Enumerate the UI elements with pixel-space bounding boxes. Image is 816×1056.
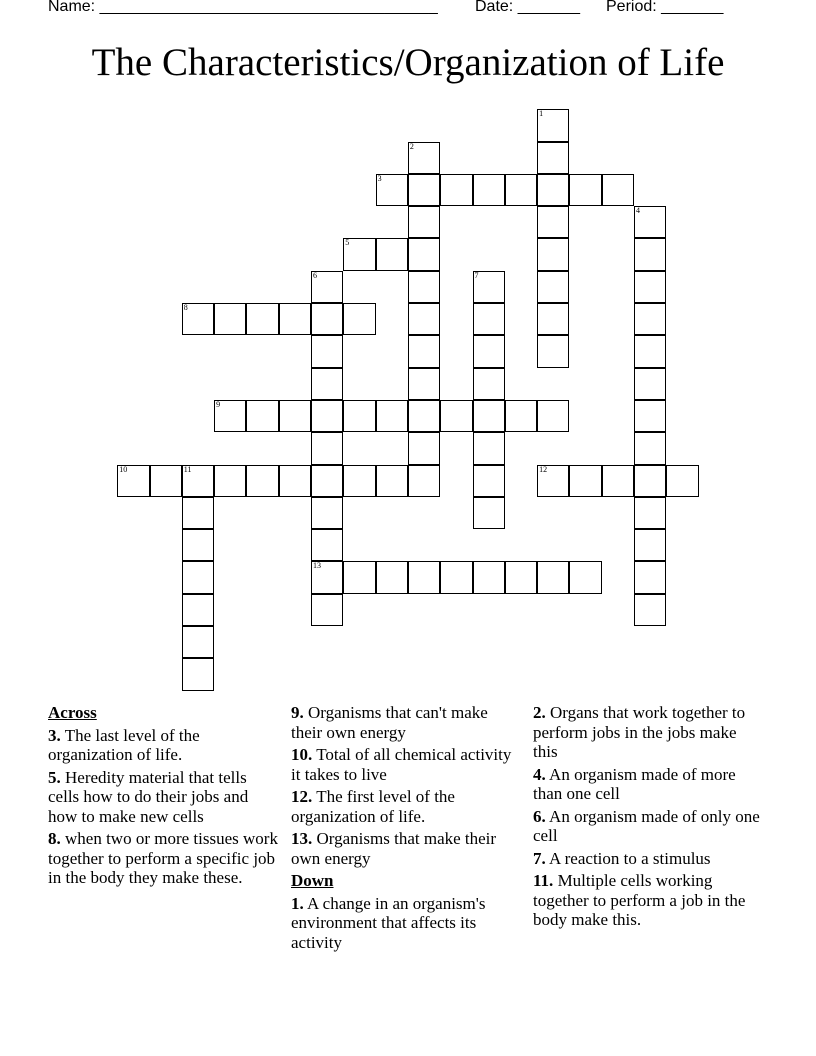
name-field-label: Name: ______________________________________ [48, 0, 438, 15]
crossword-cell[interactable] [343, 303, 375, 335]
across-heading: Across [48, 703, 97, 722]
crossword-cell[interactable] [634, 335, 666, 367]
crossword-cell[interactable] [376, 465, 408, 497]
down-heading: Down [291, 871, 334, 890]
crossword-cell[interactable] [634, 529, 666, 561]
crossword-cell[interactable] [569, 174, 601, 206]
crossword-cell[interactable] [311, 497, 343, 529]
crossword-cell[interactable] [634, 368, 666, 400]
crossword-cell[interactable] [473, 432, 505, 464]
clue-item [533, 849, 765, 869]
crossword-cell[interactable] [117, 465, 149, 497]
crossword-cell[interactable] [634, 271, 666, 303]
crossword-cell[interactable] [634, 561, 666, 593]
crossword-cell[interactable] [311, 432, 343, 464]
crossword-cell[interactable] [343, 465, 375, 497]
clue-number-label: 2 [409, 141, 414, 151]
crossword-cell[interactable] [408, 465, 440, 497]
crossword-cell[interactable] [473, 174, 505, 206]
crossword-cell[interactable] [473, 271, 505, 303]
crossword-cell[interactable] [602, 465, 634, 497]
date-field-label: Date: _______ [475, 0, 580, 15]
clue-number: 6. [533, 806, 546, 826]
crossword-cell[interactable] [537, 400, 569, 432]
clue-text: Organisms that can't make their own energy [291, 703, 488, 742]
clue-item [291, 829, 523, 868]
clue-text: when two or more tissues work together to perform a specific job in the body they make these. [48, 829, 278, 887]
clue-number: 5. [48, 767, 61, 787]
clue-number: 12. [291, 787, 313, 806]
crossword-cell[interactable] [214, 465, 246, 497]
crossword-cell[interactable] [343, 561, 375, 593]
crossword-cell[interactable] [343, 400, 375, 432]
clue-item [533, 765, 765, 804]
crossword-cell[interactable] [182, 465, 214, 497]
clue-number: 2. [533, 703, 546, 722]
crossword-cell[interactable] [408, 142, 440, 174]
crossword-cell[interactable] [473, 400, 505, 432]
crossword-cell[interactable] [279, 465, 311, 497]
crossword-cell[interactable] [246, 303, 278, 335]
crossword-cell[interactable] [311, 594, 343, 626]
clue-number: 7. [533, 848, 546, 868]
crossword-cell[interactable] [537, 303, 569, 335]
crossword-cell[interactable] [634, 238, 666, 270]
clue-number: 9. [291, 703, 304, 722]
clue-item [48, 829, 280, 888]
clue-text: A change in an organism's environment that affects its activity [291, 893, 486, 952]
crossword-cell[interactable] [408, 400, 440, 432]
crossword-cell[interactable] [634, 432, 666, 464]
crossword-cell[interactable] [537, 206, 569, 238]
clue-item [291, 703, 523, 742]
crossword-cell[interactable] [473, 561, 505, 593]
crossword-cell[interactable] [376, 400, 408, 432]
clue-text: Heredity material that tells cells how to do their jobs and how to make new cells [48, 767, 249, 826]
clue-number: 8. [48, 829, 61, 848]
clue-number-label: 7 [474, 270, 479, 280]
crossword-cell[interactable] [634, 206, 666, 238]
clue-column-2 [291, 703, 523, 955]
clue-number-label: 13 [313, 561, 321, 571]
clue-number-label: 8 [183, 303, 188, 312]
crossword-cell[interactable] [311, 335, 343, 367]
clue-number: 4. [533, 764, 546, 784]
crossword-cell[interactable] [440, 174, 472, 206]
clue-number: 11. [533, 871, 554, 890]
crossword-cell[interactable] [311, 368, 343, 400]
clue-text: Total of all chemical activity it takes to live [291, 745, 512, 784]
clue-number: 1. [291, 893, 304, 913]
crossword-cell[interactable] [473, 335, 505, 367]
crossword-cell[interactable] [505, 400, 537, 432]
crossword-cell[interactable] [537, 109, 569, 141]
crossword-cell[interactable] [473, 497, 505, 529]
clue-column-3 [533, 703, 765, 933]
crossword-cell[interactable] [182, 561, 214, 593]
crossword-cell[interactable] [473, 303, 505, 335]
clue-text: The first level of the organization of life. [291, 787, 455, 826]
crossword-cell[interactable] [246, 465, 278, 497]
crossword-cell[interactable] [311, 529, 343, 561]
clue-item [48, 726, 280, 765]
clue-number-label: 6 [313, 270, 317, 280]
clue-item [533, 703, 765, 762]
crossword-cell[interactable] [634, 497, 666, 529]
crossword-cell[interactable] [182, 497, 214, 529]
clue-item [533, 871, 765, 930]
clue-number-label: 5 [345, 238, 350, 248]
crossword-cell[interactable] [311, 303, 343, 335]
crossword-cell[interactable] [279, 400, 311, 432]
crossword-cell[interactable] [537, 174, 569, 206]
clue-item [291, 745, 523, 784]
crossword-cell[interactable] [343, 238, 375, 270]
clue-item [291, 894, 523, 953]
crossword-cell[interactable] [279, 303, 311, 335]
crossword-cell[interactable] [182, 626, 214, 658]
crossword-cell[interactable] [182, 303, 214, 335]
crossword-cell[interactable] [311, 400, 343, 432]
crossword-cell[interactable] [634, 465, 666, 497]
crossword-cell[interactable] [408, 174, 440, 206]
crossword-cell[interactable] [634, 303, 666, 335]
clue-item [533, 807, 765, 846]
crossword-cell[interactable] [311, 271, 343, 303]
crossword-cell[interactable] [537, 561, 569, 593]
crossword-cell[interactable] [634, 400, 666, 432]
crossword-cell[interactable] [408, 368, 440, 400]
crossword-cell[interactable] [376, 561, 408, 593]
clue-number: 13. [291, 829, 313, 848]
crossword-cell[interactable] [569, 561, 601, 593]
crossword-cell[interactable] [311, 561, 343, 593]
clue-item [291, 787, 523, 826]
clue-number-label: 9 [216, 399, 221, 409]
clue-number-label: 1 [539, 109, 544, 119]
crossword-cell[interactable] [602, 174, 634, 206]
crossword-cell[interactable] [505, 561, 537, 593]
crossword-cell[interactable] [634, 594, 666, 626]
crossword-cell[interactable] [376, 238, 408, 270]
crossword-cell[interactable] [182, 658, 214, 690]
clue-number-label: 10 [119, 464, 128, 474]
crossword-cell[interactable] [408, 561, 440, 593]
crossword-cell[interactable] [214, 400, 246, 432]
crossword-cell[interactable] [246, 400, 278, 432]
crossword-cell[interactable] [408, 303, 440, 335]
clue-text: A reaction to a stimulus [545, 848, 711, 868]
period-field-label: Period: _______ [606, 0, 724, 15]
crossword-cell[interactable] [473, 368, 505, 400]
crossword-cell[interactable] [182, 529, 214, 561]
clue-text: The last level of the organization of life. [48, 725, 200, 764]
crossword-cell[interactable] [537, 142, 569, 174]
clue-number-label: 3 [377, 173, 382, 183]
clue-number-label: 4 [636, 206, 640, 216]
crossword-cell[interactable] [408, 206, 440, 238]
clue-item [48, 768, 280, 827]
crossword-cell[interactable] [473, 465, 505, 497]
clue-number: 3. [48, 725, 61, 745]
clue-text: An organism made of more than one cell [533, 764, 736, 803]
crossword-cell[interactable] [408, 432, 440, 464]
page-title: The Characteristics/Organization of Life [91, 41, 725, 84]
crossword-cell[interactable] [666, 465, 698, 497]
crossword-cell[interactable] [537, 335, 569, 367]
crossword-cell[interactable] [440, 400, 472, 432]
crossword-cell[interactable] [569, 465, 601, 497]
crossword-cell[interactable] [408, 335, 440, 367]
clue-text: Organs that work together to perform jobs in the jobs make this [533, 703, 746, 761]
crossword-cell[interactable] [505, 174, 537, 206]
crossword-cell[interactable] [376, 174, 408, 206]
crossword-cell[interactable] [408, 271, 440, 303]
clue-text: Organisms that make their own energy [291, 829, 497, 868]
crossword-cell[interactable] [440, 561, 472, 593]
clue-number-label: 11 [183, 464, 192, 474]
crossword-cell[interactable] [182, 594, 214, 626]
crossword-cell[interactable] [214, 303, 246, 335]
crossword-cell[interactable] [408, 238, 440, 270]
crossword-cell[interactable] [537, 465, 569, 497]
crossword-cell[interactable] [537, 271, 569, 303]
crossword-cell[interactable] [537, 238, 569, 270]
clue-text: Multiple cells working together to perform a job in the body make this. [533, 871, 746, 929]
crossword-cell[interactable] [311, 465, 343, 497]
crossword-cell[interactable] [150, 465, 182, 497]
clue-column-1 [48, 703, 280, 891]
clue-text: An organism made of only one cell [533, 806, 760, 845]
clue-number-label: 12 [539, 464, 548, 474]
clue-number: 10. [291, 745, 313, 764]
